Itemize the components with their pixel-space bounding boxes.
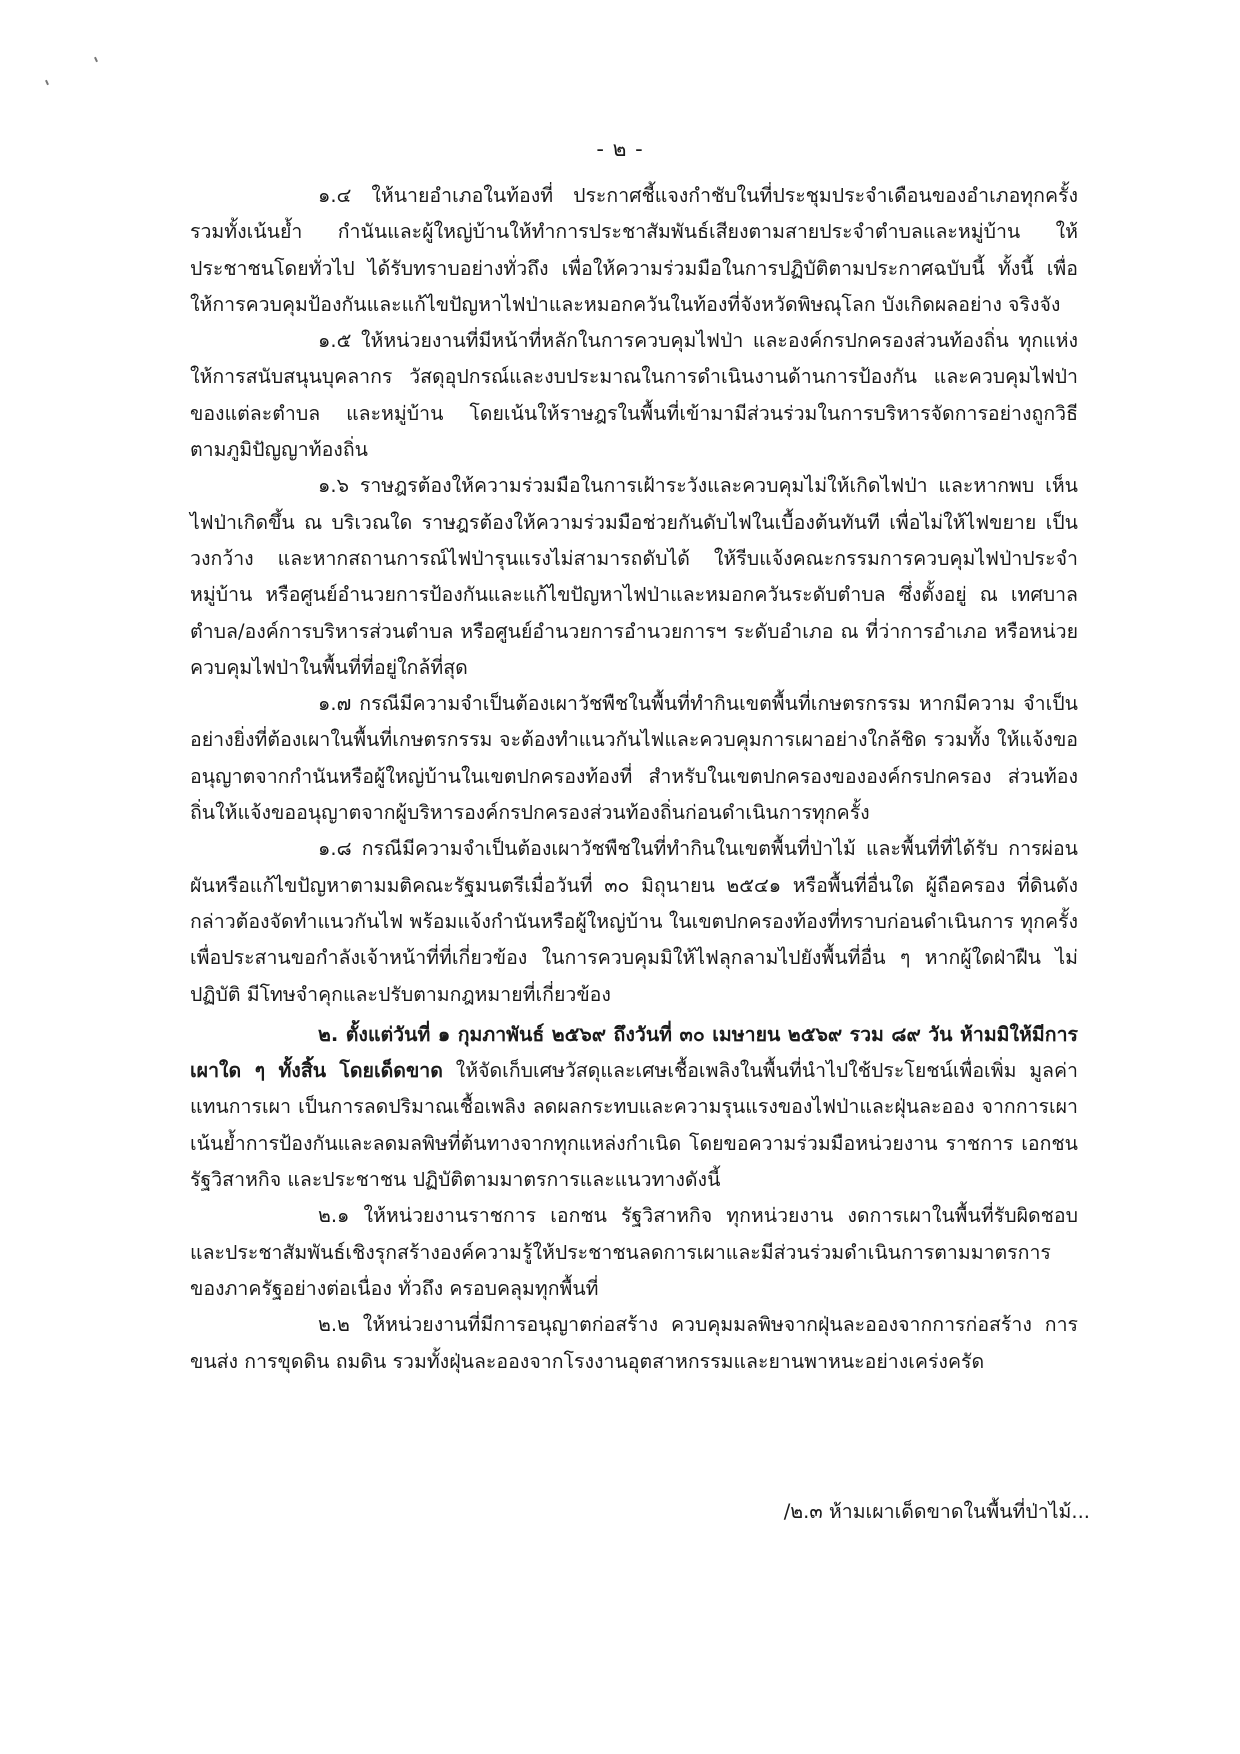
scan-speck [94,57,98,62]
page-number: - ๒ - [596,137,644,161]
paragraph-text: ๑.๕ ให้หน่วยงานที่มีหน้าที่หลักในการควบคุมไฟป่า และองค์กรปกครองส่วนท้องถิ่น ทุกแห่งให้การสนับสนุนบุคลากร วัสดุอุปกรณ์และงบประมาณในการดำเนินงานด้านการป้องกัน และควบคุมไฟป่า ของแต่ละตำบล และหมู่บ้าน โดยเน้นให้ราษฎรในพื้นที่เข้ามามีส่วนร่วมในการบริหารจัดการอย่างถูกวิธี ตามภูมิปัญญาท้องถิ่น [190,329,1078,462]
paragraph-text: ให้จัดเก็บเศษวัสดุและเศษเชื้อเพลิงในพื้นที่นำไปใช้ประโยชน์เพื่อเพิ่ม มูลค่าแทนการเผา เป็นการลดปริมาณเชื้อเพลิง ลดผลกระทบและความรุนแรงของไฟป่าและฝุ่นละออง จากการเผา เน้นย้ำการป้องกันและลดมลพิษที่ต้นทางจากทุกแหล่งกำเนิด โดยขอความร่วมมือหน่วยงาน ราชการ เอกชน รัฐวิสาหกิจ และประชาชน ปฏิบัติตามมาตรการและแนวทางดังนี้ [190,1059,1078,1192]
paragraph-2-1 [190,1198,1078,1307]
paragraph-text: ๑.๔ ให้นายอำเภอในท้องที่ ประกาศชี้แจงกำชับในที่ประชุมประจำเดือนของอำเภอทุกครั้ง รวมทั้งเน้นย้ำ กำนันและผู้ใหญ่บ้านให้ทำการประชาสัมพันธ์เสียงตามสายประจำตำบลและหมู่บ้าน ให้ประชาชนโดยทั่วไป ได้รับทราบอย่างทั่วถึง เพื่อให้ความร่วมมือในการปฏิบัติตามประกาศฉบับนี้ ทั้งนี้ เพื่อให้การควบคุมป้องกันและแก้ไขปัญหาไฟป่าและหมอกควันในท้องที่จังหวัดพิษณุโลก บังเกิดผลอย่าง จริงจัง [190,184,1078,316]
paragraph-text: ๒.๒ ให้หน่วยงานที่มีการอนุญาตก่อสร้าง ควบคุมมลพิษจากฝุ่นละอองจากการก่อสร้าง การขนส่ง การขุดดิน ถมดิน รวมทั้งฝุ่นละอองจากโรงงานอุตสาหกรรมและยานพาหนะอย่างเคร่งครัด [190,1313,1078,1373]
paragraph-2-2 [190,1307,1078,1380]
paragraph-1-4 [190,178,1078,323]
paragraph-text: ๑.๗ กรณีมีความจำเป็นต้องเผาวัชพืชในพื้นที่ทำกินเขตพื้นที่เกษตรกรรม หากมีความ จำเป็นอย่างยิ่งที่ต้องเผาในพื้นที่เกษตรกรรม จะต้องทำแนวกันไฟและควบคุมการเผาอย่างใกล้ชิด รวมทั้ง ให้แจ้งขออนุญาตจากกำนันหรือผู้ใหญ่บ้านในเขตปกครองท้องที่ สำหรับในเขตปกครองขององค์กรปกครอง ส่วนท้องถิ่นให้แจ้งขออนุญาตจากผู้บริหารองค์กรปกครองส่วนท้องถิ่นก่อนดำเนินการทุกครั้ง [190,692,1078,825]
continuation-note: /๒.๓ ห้ามเผาเด็ดขาดในพื้นที่ป่าไม้... [783,1500,1090,1523]
document-body [190,178,1078,1380]
paragraph-1-8 [190,831,1078,1012]
paragraph-text: ๑.๖ ราษฎรต้องให้ความร่วมมือในการเฝ้าระวังและควบคุมไม่ให้เกิดไฟป่า และหากพบ เห็นไฟป่าเกิดขึ้น ณ บริเวณใด ราษฎรต้องให้ความร่วมมือช่วยกันดับไฟในเบื้องต้นทันที เพื่อไม่ให้ไฟขยาย เป็นวงกว้าง และหากสถานการณ์ไฟป่ารุนแรงไม่สามารถดับได้ ให้รีบแจ้งคณะกรรมการควบคุมไฟป่าประจำ หมู่บ้าน หรือศูนย์อำนวยการป้องกันและแก้ไขปัญหาไฟป่าและหมอกควันระดับตำบล ซึ่งตั้งอยู่ ณ เทศบาล ตำบล/องค์การบริหารส่วนตำบล หรือศูนย์อำนวยการอำนวยการฯ ระดับอำเภอ ณ ที่ว่าการอำเภอ หรือหน่วย ควบคุมไฟป่าในพื้นที่ที่อยู่ใกล้ที่สุด [190,474,1078,679]
paragraph-text: ๑.๘ กรณีมีความจำเป็นต้องเผาวัชพืชในที่ทำกินในเขตพื้นที่ป่าไม้ และพื้นที่ที่ได้รับ การผ่อนผันหรือแก้ไขปัญหาตามมติคณะรัฐมนตรีเมื่อวันที่ ๓๐ มิถุนายน ๒๕๔๑ หรือพื้นที่อื่นใด ผู้ถือครอง ที่ดินดังกล่าวต้องจัดทำแนวกันไฟ พร้อมแจ้งกำนันหรือผู้ใหญ่บ้าน ในเขตปกครองท้องที่ทราบก่อนดำเนินการ ทุกครั้ง เพื่อประสานขอกำลังเจ้าหน้าที่ที่เกี่ยวข้อง ในการควบคุมมิให้ไฟลุกลามไปยังพื้นที่อื่น ๆ หากผู้ใดฝ่าฝืน ไม่ปฏิบัติ มีโทษจำคุกและปรับตามกฎหมายที่เกี่ยวข้อง [190,837,1078,1006]
paragraph-2 [190,1017,1078,1198]
paragraph-1-5 [190,323,1078,468]
paragraph-1-7 [190,686,1078,831]
paragraph-1-6 [190,468,1078,686]
paragraph-bold-heading: ๒. ตั้งแต่วันที่ ๑ กุมภาพันธ์ ๒๕๖๙ ถึงวันที่ ๓๐ เมษายน ๒๕๖๙ รวม ๘๙ วัน ห้ามมิให้มีการเผาใด ๆ ทั้งสิ้น โดยเด็ดขาด [190,1022,1078,1083]
paragraph-text: ๒.๑ ให้หน่วยงานราชการ เอกชน รัฐวิสาหกิจ ทุกหน่วยงาน งดการเผาในพื้นที่รับผิดชอบ และประชาสัมพันธ์เชิงรุกสร้างองค์ความรู้ให้ประชาชนลดการเผาและมีส่วนร่วมดำเนินการตามมาตรการ ของภาครัฐอย่างต่อเนื่อง ทั่วถึง ครอบคลุมทุกพื้นที่ [190,1204,1078,1300]
scan-speck [45,80,49,85]
